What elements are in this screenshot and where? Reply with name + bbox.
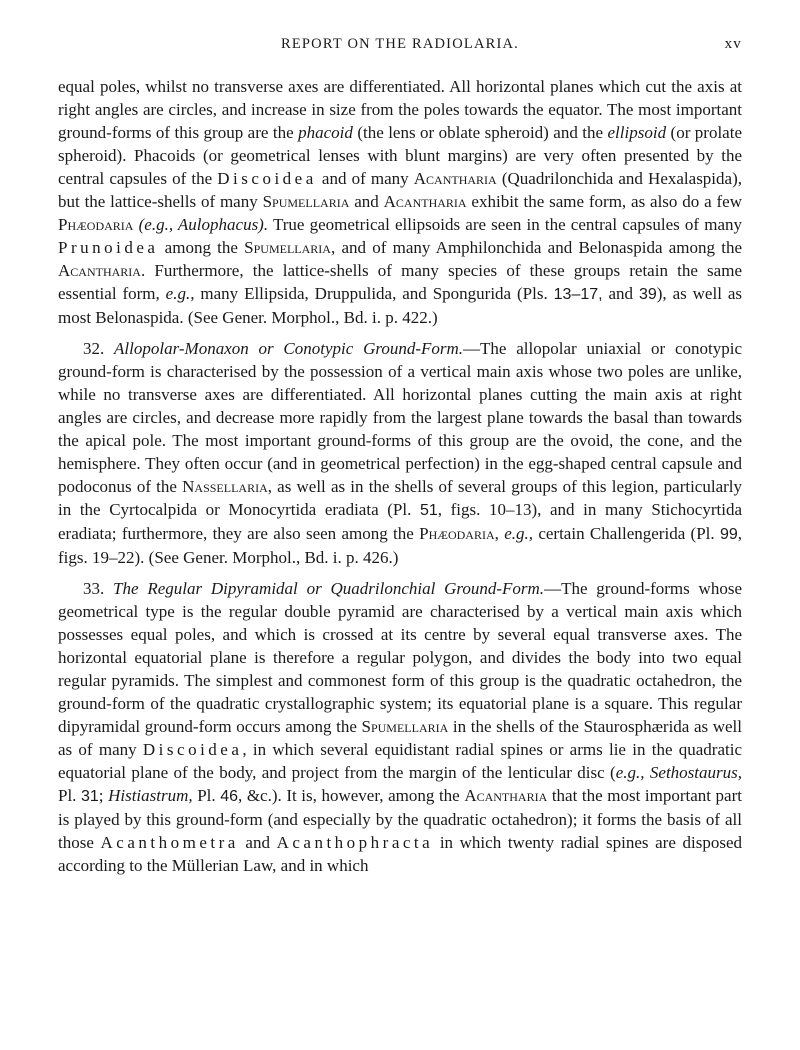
- text-run: (Quadrilonchida and Hexalaspida), but the lattice-shells of many: [58, 169, 742, 211]
- paragraph-32: [58, 337, 742, 569]
- text-run: certain Challengerida (Pl.: [533, 524, 720, 543]
- spaced-taxon: Acanthophracta: [276, 833, 434, 852]
- text-run: True geometrical ellipsoids are seen in the central capsules of many: [268, 215, 743, 234]
- smallcaps-taxon: Spumellaria: [244, 238, 331, 257]
- smallcaps-taxon: Phæodaria: [419, 524, 495, 543]
- section-number: 32.: [83, 339, 115, 358]
- text-run: , figs. 10–13), and in many Stichocyrtida eradiata; furthermore, they are also seen among the: [58, 500, 742, 543]
- plate-number: 13–17,: [553, 286, 603, 303]
- smallcaps-taxon: Spumellaria: [361, 717, 449, 736]
- text-run: and: [238, 833, 277, 852]
- smallcaps-taxon: Acantharia: [383, 192, 467, 211]
- page: [58, 30, 742, 877]
- text-run: , figs. 19–22). (See Gener. Morphol., Bd. i. p. 426.): [58, 524, 743, 567]
- smallcaps-taxon: Nassellaria: [182, 477, 268, 496]
- text-run: ), as well as most Belonaspida. (See Gener. Morphol., Bd. i. p. 422.): [58, 284, 742, 327]
- text-run: exhibit the same form, as also do a few: [466, 192, 742, 211]
- paragraph-continuation: [58, 75, 742, 329]
- spaced-taxon: Discoidea: [142, 740, 243, 759]
- italic-example: (e.g., Aulophacus).: [138, 215, 269, 234]
- section-number: 33.: [83, 579, 114, 598]
- text-run: Pl.: [192, 786, 221, 805]
- plate-number: 39: [638, 286, 657, 303]
- smallcaps-taxon: Acantharia: [58, 261, 141, 280]
- smallcaps-taxon: Spumellaria: [262, 192, 350, 211]
- spaced-taxon: Acanthometra: [100, 833, 239, 852]
- text-run: —The allopolar uniaxial or conotypic ground-form is characterised by the possession of a vertical main axis whose two poles are unlike, while no transverse axes are differentiated. All horizontal planes cutting the main axis at right angles are circles, and decrease more rapidly from the largest plane towards the basal than towards the apical pole. The most important ground-forms of this group are the ovoid, the cone, and the hemisphere. They often occur (and in geometrical perfection) in the egg-shaped central capsule and podoconus of the: [58, 339, 743, 496]
- text-run: , as well as in the shells of several groups of this legion, particularly in the Cyrtocalpida or Monocyrtida eradiata (Pl.: [58, 477, 742, 519]
- text-run: —The ground-forms whose geometrical type is the regular double pyramid are characterised by a vertical main axis which possesses equal poles, and which is crossed at its centre by several equal transverse axes. The horizontal equatorial plane is therefore a regular polygon, and divides the body into two equal regular pyramids. The simplest and commonest form of this group is the quadratic octahedron, the ground-form of the quadratic crystallographic system; its equatorial plane is a square. This regular dipyramidal ground-form occurs among the: [58, 579, 742, 736]
- spaced-taxon: Prunoidea: [58, 238, 159, 257]
- italic-genus: Histiastrum,: [108, 786, 193, 805]
- text-run: many Ellipsida, Druppulida, and Spongurida (Pls.: [194, 284, 554, 303]
- smallcaps-taxon: Acantharia: [413, 169, 497, 188]
- italic-abbrev: e.g.,: [504, 524, 533, 543]
- text-run: and of many: [316, 169, 414, 188]
- text-run: , &c.). It is, however, among the: [238, 786, 465, 805]
- text-run: equal poles, whilst no transverse axes are differentiated. All horizontal planes which cut the axis at right angles are circles, and increase in size from the poles towards the equator. The most important ground-forms of this group are the: [58, 77, 742, 142]
- text-run: ;: [98, 786, 109, 805]
- italic-term: ellipsoid: [607, 123, 667, 142]
- text-run: ,: [494, 524, 505, 543]
- text-run: , and of many Amphilonchida and Belonaspida among the: [330, 238, 742, 257]
- plate-number: 51: [419, 502, 438, 519]
- text-run: . Furthermore, the lattice-shells of many species of these groups retain the same essential form,: [58, 261, 742, 303]
- italic-term: phacoid: [298, 123, 353, 142]
- page-number: xv: [724, 36, 742, 52]
- text-run: that the most important part is played by this ground-form (and especially by the quadratic octahedron); it forms the basis of all those: [58, 786, 742, 852]
- italic-abbrev: e.g.,: [165, 284, 195, 303]
- plate-number: 31: [81, 788, 99, 805]
- text-run: in which twenty radial spines are disposed according to the Müllerian Law, and in which: [58, 833, 742, 875]
- smallcaps-taxon: Acantharia: [464, 786, 548, 805]
- text-run: and: [602, 284, 639, 303]
- section-heading: The Regular Dipyramidal or Quadrilonchial Ground-Form.: [113, 579, 545, 598]
- smallcaps-taxon: Phæodaria: [58, 215, 134, 234]
- text-run: among the: [158, 238, 245, 257]
- running-header: [58, 30, 742, 58]
- text-run: in the shells of the Staurosphærida as well as of many: [58, 717, 743, 759]
- text-run: and: [349, 192, 384, 211]
- text-run: (the lens or oblate spheroid) and the: [352, 123, 608, 142]
- spaced-taxon: Discoidea: [217, 169, 317, 188]
- text-run: , in which several equidistant radial spines or arms lie in the quadratic equatorial plane of the body, and project from the margin of the lenticular disc (: [58, 740, 743, 782]
- text-run: Pl.: [58, 786, 81, 805]
- section-heading: Allopolar-Monaxon or Conotypic Ground-Form.: [114, 339, 464, 358]
- plate-number: 46: [220, 788, 239, 805]
- text-run: (or prolate spheroid). Phacoids (or geometrical lenses with blunt margins) are very often presented by the central capsules of the: [58, 123, 742, 188]
- italic-example: e.g., Sethostaurus,: [615, 763, 742, 782]
- paragraph-33: [58, 577, 742, 877]
- plate-number: 99: [719, 526, 738, 543]
- body-text: [58, 75, 742, 877]
- header-title: REPORT ON THE RADIOLARIA.: [280, 36, 520, 52]
